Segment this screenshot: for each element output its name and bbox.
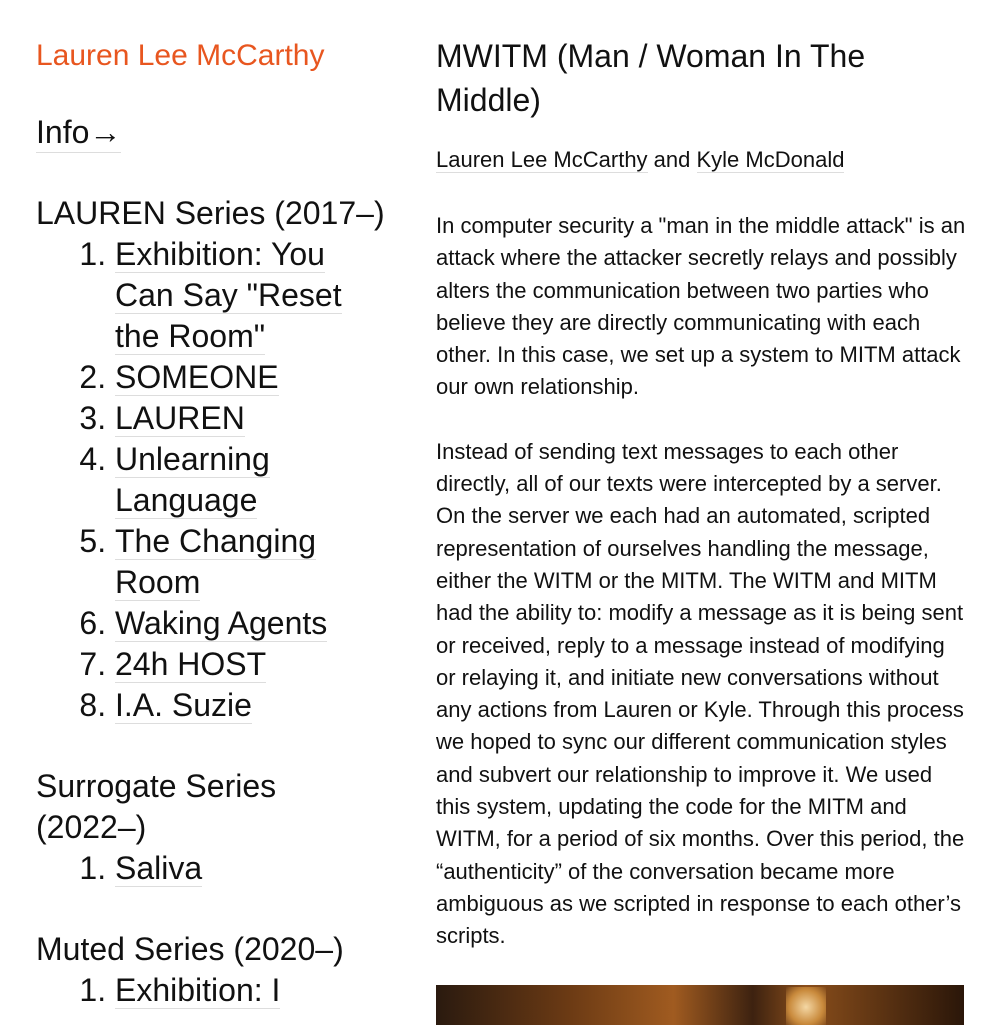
author-link[interactable]: Kyle McDonald: [696, 147, 845, 172]
series-lauren: [36, 193, 386, 726]
description-paragraph: In computer security a "man in the middle attack" is an attack where the attacker secretly relays and possibly alters the communication between two parties who believe they are directly communicating with each other. In this case, we set up a system to MITM attack our own relationship.: [436, 213, 966, 400]
credits-conjunction: and: [647, 147, 697, 172]
project-link[interactable]: Unlearning Language: [115, 441, 270, 518]
list-item: [115, 603, 386, 644]
list-item: [115, 644, 386, 685]
series-title: Muted Series (2020–): [36, 931, 344, 967]
project-link[interactable]: LAUREN: [115, 400, 245, 436]
series-title: LAUREN Series (2017–): [36, 195, 385, 231]
list-item: [115, 848, 386, 889]
photo-highlight: [786, 987, 826, 1025]
list-item: [115, 685, 386, 726]
list-item: [115, 398, 386, 439]
project-link[interactable]: Saliva: [115, 850, 203, 886]
arrow-right-icon: →: [89, 114, 122, 150]
list-item: [115, 234, 386, 357]
project-link[interactable]: Exhibition: You Can Say "Reset the Room": [115, 236, 342, 354]
list-item: [115, 357, 386, 398]
author-link[interactable]: Lauren Lee McCarthy: [436, 147, 648, 172]
list-item: [115, 970, 386, 1011]
series-muted: [36, 929, 386, 1011]
list-item: [115, 439, 386, 521]
series-list: [36, 848, 386, 889]
credits: [436, 144, 970, 176]
series-list: [36, 970, 386, 1011]
project-link[interactable]: Waking Agents: [115, 605, 328, 641]
description-paragraph: Instead of sending text messages to each other directly, all of our texts were intercepted by a server. On the server we each had an automated, scripted representation of ourselves handling the message, either the WITM or the MITM. The WITM and MITM had the ability to: modify a message as it is being sent or received, reply to a message instead of modifying or relaying it, and initiate new conversations without any actions from Lauren or Kyle. Through this process we hoped to sync our different communication styles and subvert our relationship to improve it. We used this system, updating the code for the MITM and WITM, for a period of six months. Over this period, the “authenticity” of the conversation became more ambiguous as we scripted in response to each other’s scripts.: [436, 438, 965, 949]
list-item: [115, 521, 386, 603]
sidebar: [36, 34, 386, 1011]
project-link[interactable]: I.A. Suzie: [115, 687, 252, 723]
project-link[interactable]: The Changing Room: [115, 523, 317, 600]
main-content: [436, 34, 970, 1025]
site-title-link[interactable]: Lauren Lee McCarthy: [36, 39, 325, 72]
project-link[interactable]: SOMEONE: [115, 359, 279, 395]
project-link[interactable]: Exhibition: I: [115, 972, 281, 1008]
series-list: [36, 234, 386, 726]
project-link[interactable]: 24h HOST: [115, 646, 267, 682]
info-link[interactable]: [36, 112, 121, 153]
series-surrogate: [36, 766, 386, 889]
project-title: MWITM (Man / Woman In The Middle): [436, 38, 866, 118]
info-label: Info: [36, 114, 90, 150]
series-title: Surrogate Series (2022–): [36, 768, 277, 845]
project-photo: [436, 985, 964, 1025]
